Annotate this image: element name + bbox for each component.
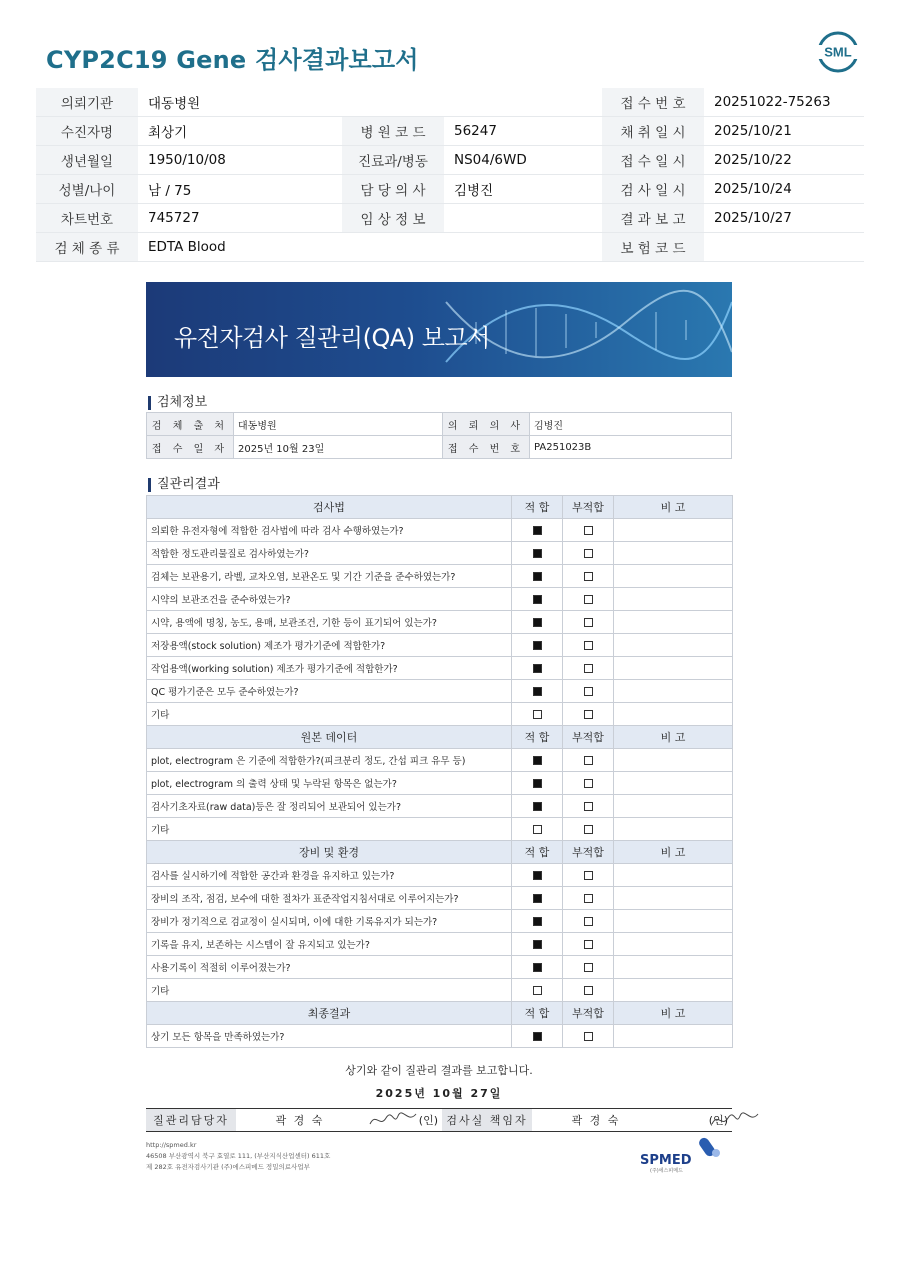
pass-checkbox bbox=[533, 894, 542, 903]
qa-item-text: 검사를 실시하기에 적합한 공간과 환경을 유지하고 있는가? bbox=[147, 864, 512, 887]
qa-item-row bbox=[147, 588, 733, 611]
info-label: 채 취 일 시 bbox=[602, 117, 704, 146]
qa-item-row bbox=[147, 519, 733, 542]
info-row bbox=[36, 88, 864, 117]
section-title: 원본 데이터 bbox=[147, 726, 512, 749]
info-value: NS04/6WD bbox=[444, 146, 602, 175]
info-value bbox=[444, 233, 602, 262]
patient-info-table bbox=[36, 88, 864, 262]
fail-checkbox bbox=[584, 687, 593, 696]
qa-item-note bbox=[614, 956, 733, 979]
col-fail-header: 부적합 bbox=[563, 726, 614, 749]
qa-item-note bbox=[614, 749, 733, 772]
footer-registration: 제 282호 유전자검사기관 (주)에스피메드 정밀의료사업부 bbox=[146, 1163, 310, 1171]
qa-item-text: 상기 모든 항목을 만족하였는가? bbox=[147, 1025, 512, 1048]
date-value: 2025년 10월 23일 bbox=[234, 436, 443, 459]
qa-item-note bbox=[614, 611, 733, 634]
fail-checkbox bbox=[584, 963, 593, 972]
qa-item-row bbox=[147, 887, 733, 910]
info-label: 보 험 코 드 bbox=[602, 233, 704, 262]
info-label: 담 당 의 사 bbox=[342, 175, 444, 204]
manager-name: 곽 경 숙 bbox=[275, 1114, 325, 1127]
qa-section-header bbox=[147, 1002, 733, 1025]
col-note-header: 비 고 bbox=[614, 1002, 733, 1025]
qa-item-note bbox=[614, 772, 733, 795]
qa-item-row bbox=[147, 657, 733, 680]
fail-checkbox bbox=[584, 825, 593, 834]
fail-checkbox bbox=[584, 710, 593, 719]
qa-item-text: 시약의 보관조건을 준수하였는가? bbox=[147, 588, 512, 611]
pass-checkbox bbox=[533, 687, 542, 696]
info-label: 차트번호 bbox=[36, 204, 138, 233]
info-value: 56247 bbox=[444, 117, 602, 146]
report-date: 2025년 10월 27일 bbox=[375, 1087, 503, 1100]
fail-checkbox bbox=[584, 756, 593, 765]
fail-checkbox bbox=[584, 641, 593, 650]
pass-checkbox bbox=[533, 779, 542, 788]
qa-results-table bbox=[146, 495, 733, 1048]
info-label: 검 사 일 시 bbox=[602, 175, 704, 204]
pass-checkbox bbox=[533, 802, 542, 811]
pass-checkbox bbox=[533, 618, 542, 627]
footer-url: http://spmed.kr bbox=[146, 1141, 197, 1149]
manager-seal: (인) bbox=[418, 1114, 438, 1127]
qa-item-text: 기타 bbox=[147, 818, 512, 841]
qa-item-row bbox=[147, 864, 733, 887]
head-name: 곽 경 숙 bbox=[571, 1114, 621, 1127]
fail-checkbox bbox=[584, 779, 593, 788]
info-value: 남 / 75 bbox=[138, 175, 342, 204]
qa-item-note bbox=[614, 818, 733, 841]
col-pass-header: 적 합 bbox=[512, 1002, 563, 1025]
info-value: 2025/10/24 bbox=[704, 175, 864, 204]
qa-banner bbox=[146, 282, 732, 377]
pass-checkbox bbox=[533, 641, 542, 650]
info-value: 20251022-75263 bbox=[704, 88, 864, 117]
pass-checkbox bbox=[533, 756, 542, 765]
source-value: 대동병원 bbox=[234, 413, 443, 436]
qa-section-header bbox=[147, 496, 733, 519]
pass-checkbox bbox=[533, 1032, 542, 1041]
qa-item-note bbox=[614, 703, 733, 726]
col-note-header: 비 고 bbox=[614, 496, 733, 519]
qa-item-note bbox=[614, 634, 733, 657]
section-title: 최종결과 bbox=[147, 1002, 512, 1025]
qa-item-row bbox=[147, 795, 733, 818]
fail-checkbox bbox=[584, 526, 593, 535]
qa-item-text: plot, electrogram 의 출력 상태 및 누락된 항목은 없는가? bbox=[147, 772, 512, 795]
qa-item-text: 시약, 용액에 명칭, 농도, 용매, 보관조건, 기한 등이 표기되어 있는가? bbox=[147, 611, 512, 634]
qa-item-note bbox=[614, 795, 733, 818]
doctor-label: 의 뢰 의 사 bbox=[443, 413, 530, 436]
info-label: 성별/나이 bbox=[36, 175, 138, 204]
qa-item-text: 의뢰한 유전자형에 적합한 검사법에 따라 검사 수행하였는가? bbox=[147, 519, 512, 542]
info-label: 생년월일 bbox=[36, 146, 138, 175]
qa-item-text: 장비의 조작, 점검, 보수에 대한 절차가 표준작업지침서대로 이루어지는가? bbox=[147, 887, 512, 910]
closing-statement: 상기와 같이 질관리 결과를 보고합니다. bbox=[345, 1064, 533, 1077]
logo-text: SML bbox=[824, 44, 852, 60]
info-value: 1950/10/08 bbox=[138, 146, 342, 175]
qa-item-row bbox=[147, 611, 733, 634]
info-value bbox=[444, 204, 602, 233]
qa-item-text: 작업용액(working solution) 제조가 평가기준에 적합한가? bbox=[147, 657, 512, 680]
qa-item-row bbox=[147, 910, 733, 933]
fail-checkbox bbox=[584, 1032, 593, 1041]
qa-item-row bbox=[147, 956, 733, 979]
qa-item-text: 장비가 정기적으로 검교정이 실시되며, 이에 대한 기록유지가 되는가? bbox=[147, 910, 512, 933]
info-value: 745727 bbox=[138, 204, 342, 233]
qa-item-note bbox=[614, 979, 733, 1002]
fail-checkbox bbox=[584, 986, 593, 995]
qa-item-text: 기타 bbox=[147, 703, 512, 726]
number-label: 접 수 번 호 bbox=[443, 436, 530, 459]
manager-label: 질관리담당자 bbox=[146, 1109, 236, 1132]
fail-checkbox bbox=[584, 871, 593, 880]
number-value: PA251023B bbox=[530, 436, 732, 459]
date-label: 접 수 일 자 bbox=[147, 436, 234, 459]
info-label: 임 상 정 보 bbox=[342, 204, 444, 233]
fail-checkbox bbox=[584, 802, 593, 811]
qa-item-note bbox=[614, 588, 733, 611]
spmed-text: SPMED bbox=[640, 1153, 692, 1168]
footer bbox=[146, 1140, 330, 1173]
qa-item-text: QC 평가기준은 모두 준수하였는가? bbox=[147, 680, 512, 703]
fail-checkbox bbox=[584, 940, 593, 949]
pass-checkbox bbox=[533, 825, 542, 834]
pass-checkbox bbox=[533, 917, 542, 926]
manager-signature bbox=[368, 1110, 420, 1130]
info-value bbox=[704, 233, 864, 262]
col-pass-header: 적 합 bbox=[512, 496, 563, 519]
fail-checkbox bbox=[584, 572, 593, 581]
qa-item-note bbox=[614, 887, 733, 910]
report-title: CYP2C19 Gene 검사결과보고서 bbox=[46, 46, 419, 74]
pass-checkbox bbox=[533, 595, 542, 604]
results-heading: 질관리결과 bbox=[148, 478, 220, 492]
pass-checkbox bbox=[533, 526, 542, 535]
banner-title: 유전자검사 질관리(QA) 보고서 bbox=[174, 324, 490, 352]
info-label: 검 체 종 류 bbox=[36, 233, 138, 262]
col-fail-header: 부적합 bbox=[563, 841, 614, 864]
source-label: 검 체 출 처 bbox=[147, 413, 234, 436]
col-note-header: 비 고 bbox=[614, 726, 733, 749]
info-row bbox=[36, 175, 864, 204]
qa-item-text: 기록을 유지, 보존하는 시스템이 잘 유지되고 있는가? bbox=[147, 933, 512, 956]
qa-section-header bbox=[147, 726, 733, 749]
info-label: 접 수 일 시 bbox=[602, 146, 704, 175]
info-value: 대동병원 bbox=[138, 88, 342, 117]
qa-item-note bbox=[614, 910, 733, 933]
pass-checkbox bbox=[533, 940, 542, 949]
qa-item-text: 적합한 정도관리물질로 검사하였는가? bbox=[147, 542, 512, 565]
info-value: EDTA Blood bbox=[138, 233, 342, 262]
qa-section-header bbox=[147, 841, 733, 864]
qa-item-text: 사용기록이 적절히 이루어졌는가? bbox=[147, 956, 512, 979]
col-note-header: 비 고 bbox=[614, 841, 733, 864]
pass-checkbox bbox=[533, 710, 542, 719]
qa-item-text: 검사기초자료(raw data)등은 잘 정리되어 보관되어 있는가? bbox=[147, 795, 512, 818]
info-row bbox=[36, 233, 864, 262]
qa-item-note bbox=[614, 680, 733, 703]
qa-item-note bbox=[614, 657, 733, 680]
info-label: 결 과 보 고 bbox=[602, 204, 704, 233]
info-value: 2025/10/27 bbox=[704, 204, 864, 233]
info-label: 접 수 번 호 bbox=[602, 88, 704, 117]
info-label bbox=[342, 233, 444, 262]
qa-item-note bbox=[614, 542, 733, 565]
pass-checkbox bbox=[533, 549, 542, 558]
spmed-logo bbox=[640, 1133, 730, 1177]
fail-checkbox bbox=[584, 595, 593, 604]
info-label: 진료과/병동 bbox=[342, 146, 444, 175]
info-label bbox=[342, 88, 444, 117]
col-fail-header: 부적합 bbox=[563, 1002, 614, 1025]
qa-item-note bbox=[614, 1025, 733, 1048]
qa-item-text: 검체는 보관용기, 라벨, 교차오염, 보관온도 및 기간 기준을 준수하였는가? bbox=[147, 565, 512, 588]
fail-checkbox bbox=[584, 917, 593, 926]
qa-item-text: 기타 bbox=[147, 979, 512, 1002]
specimen-table bbox=[146, 412, 732, 459]
fail-checkbox bbox=[584, 664, 593, 673]
info-row bbox=[36, 117, 864, 146]
qa-item-row bbox=[147, 772, 733, 795]
qa-item-row bbox=[147, 749, 733, 772]
info-value: 2025/10/21 bbox=[704, 117, 864, 146]
head-signature bbox=[710, 1110, 762, 1130]
qa-item-row bbox=[147, 634, 733, 657]
pass-checkbox bbox=[533, 871, 542, 880]
info-value: 2025/10/22 bbox=[704, 146, 864, 175]
qa-item-row bbox=[147, 933, 733, 956]
info-value: 최상기 bbox=[138, 117, 342, 146]
qa-item-row bbox=[147, 703, 733, 726]
info-label: 병 원 코 드 bbox=[342, 117, 444, 146]
qa-item-note bbox=[614, 519, 733, 542]
info-row bbox=[36, 204, 864, 233]
qa-item-row bbox=[147, 1025, 733, 1048]
specimen-heading: 검체정보 bbox=[148, 396, 207, 410]
doctor-value: 김병진 bbox=[530, 413, 732, 436]
qa-item-note bbox=[614, 565, 733, 588]
qa-item-note bbox=[614, 933, 733, 956]
qa-item-text: 저장용액(stock solution) 제조가 평가기준에 적합한가? bbox=[147, 634, 512, 657]
footer-address: 46508 부산광역시 북구 효열로 111, (부산지식산업센터) 611호 bbox=[146, 1152, 331, 1160]
spmed-subtext: (주)에스피메드 bbox=[650, 1168, 683, 1174]
qa-item-row bbox=[147, 979, 733, 1002]
qa-item-text: plot, electrogram 은 기준에 적합한가?(피크분리 정도, 간섭 피크 유무 등) bbox=[147, 749, 512, 772]
info-label: 수진자명 bbox=[36, 117, 138, 146]
pass-checkbox bbox=[533, 664, 542, 673]
col-fail-header: 부적합 bbox=[563, 496, 614, 519]
info-row bbox=[36, 146, 864, 175]
signature-table bbox=[146, 1108, 732, 1132]
col-pass-header: 적 합 bbox=[512, 726, 563, 749]
fail-checkbox bbox=[584, 549, 593, 558]
section-title: 검사법 bbox=[147, 496, 512, 519]
section-title: 장비 및 환경 bbox=[147, 841, 512, 864]
qa-item-row bbox=[147, 680, 733, 703]
info-value bbox=[444, 88, 602, 117]
qa-item-row bbox=[147, 542, 733, 565]
qa-item-note bbox=[614, 864, 733, 887]
head-seal: (인) bbox=[708, 1114, 728, 1127]
fail-checkbox bbox=[584, 894, 593, 903]
info-label: 의뢰기관 bbox=[36, 88, 138, 117]
qa-item-row bbox=[147, 818, 733, 841]
spmed-capsule-icon bbox=[694, 1133, 724, 1161]
pass-checkbox bbox=[533, 572, 542, 581]
col-pass-header: 적 합 bbox=[512, 841, 563, 864]
sml-logo bbox=[816, 30, 860, 74]
info-value: 김병진 bbox=[444, 175, 602, 204]
fail-checkbox bbox=[584, 618, 593, 627]
head-label: 검사실 책임자 bbox=[442, 1109, 532, 1132]
qa-item-row bbox=[147, 565, 733, 588]
pass-checkbox bbox=[533, 986, 542, 995]
pass-checkbox bbox=[533, 963, 542, 972]
